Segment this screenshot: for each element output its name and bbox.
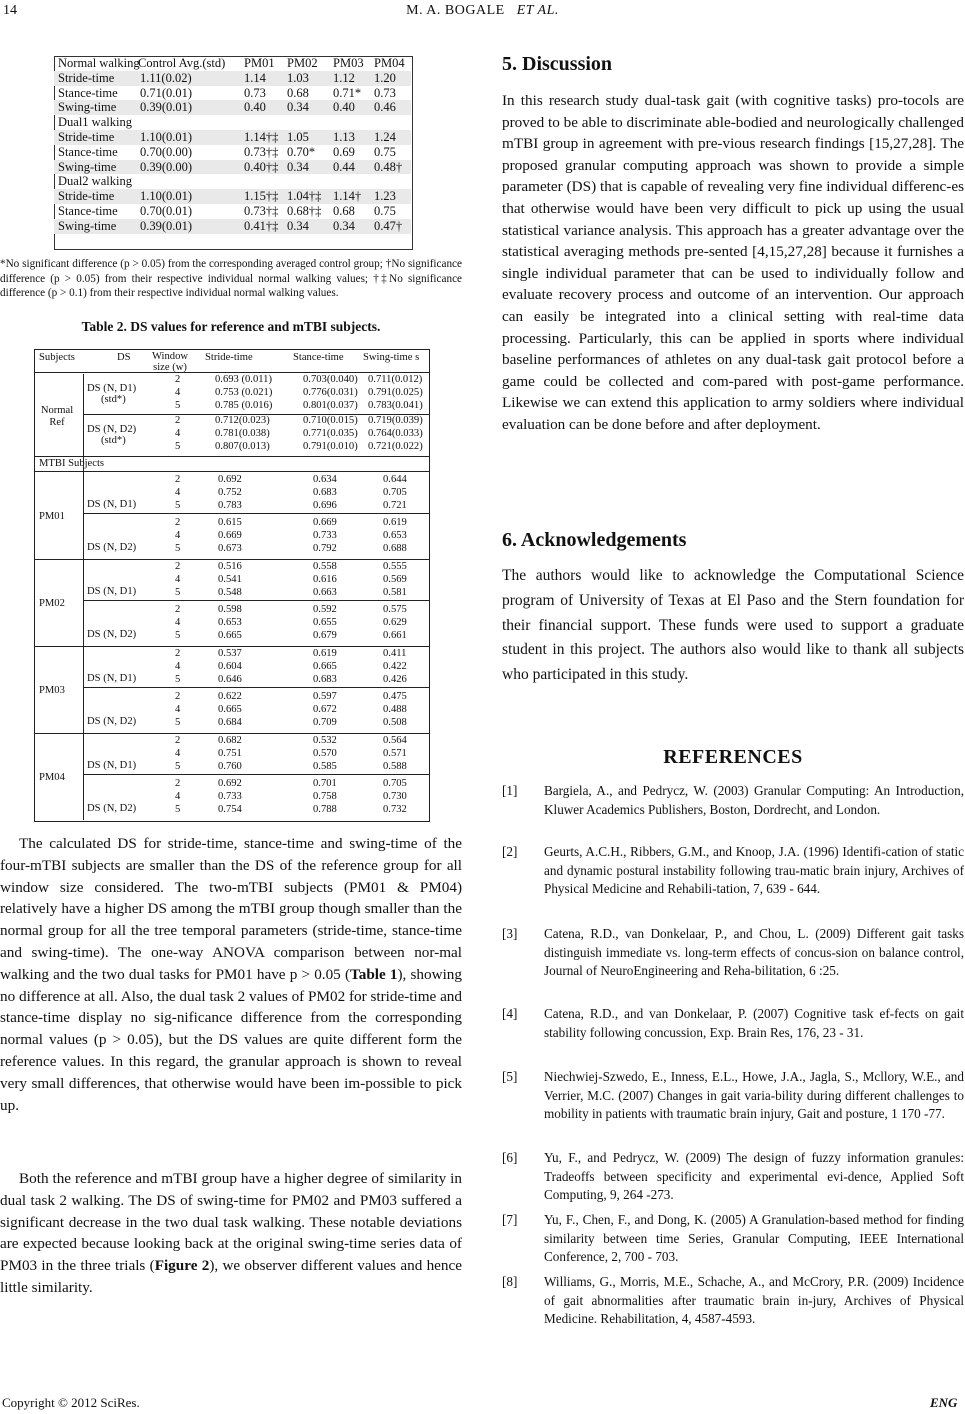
table-cell: 0.422 [383, 661, 407, 672]
window-size: 2 [175, 415, 181, 426]
table-cell: 0.555 [383, 561, 407, 572]
ds-label: DS (N, D1) [87, 760, 137, 771]
table-ref: Table 1 [350, 965, 398, 983]
table-cell: 0.629 [383, 617, 407, 628]
row-label: Swing-time [58, 218, 117, 233]
ds-label: DS (N, D1) [87, 586, 137, 597]
table-cell: 0.475 [383, 691, 407, 702]
ds-label: DS (N, D1) [87, 383, 137, 394]
table-cell: 0.653 [218, 617, 242, 628]
table-cell: 0.807(0.013) [215, 441, 270, 452]
table-cell: 0.575 [383, 604, 407, 615]
table-cell: 0.665 [313, 661, 337, 672]
footer-journal: ENG [930, 1395, 958, 1410]
table-1-section-title [54, 56, 411, 71]
table-cell: 0.488 [383, 704, 407, 715]
window-size: 4 [175, 487, 181, 498]
window-size: 2 [175, 691, 181, 702]
table-cell: 0.508 [383, 717, 407, 728]
subject-name: PM04 [39, 772, 65, 783]
table-rule [35, 471, 429, 472]
ds-label: DS (N, D2) [87, 803, 137, 814]
table-cell: 0.588 [383, 761, 407, 772]
row-label: Stride-time [58, 189, 115, 204]
references-heading: REFERENCES [663, 746, 803, 768]
table-cell: 0.634 [313, 474, 337, 485]
window-size: 2 [175, 648, 181, 659]
table-rule [83, 513, 429, 514]
table-cell: 1.10(0.01) [140, 129, 193, 144]
body-paragraph [0, 833, 462, 1116]
table-cell: 0.661 [383, 630, 407, 641]
table-cell: 0.771(0.035) [303, 428, 358, 439]
reference-number: [6] [502, 1150, 518, 1165]
table-cell: 0.571 [383, 748, 407, 759]
reference-text: Bargiela, A., and Pedrycz, W. (2003) Granular Computing: An Introduction, Kluwer Academics Publishers, Boston, Dordrecht, and London. [544, 783, 964, 817]
mtbi-label: MTBI Subjects [39, 458, 105, 469]
window-size: 5 [175, 587, 181, 598]
table-cell: 0.721(0.022) [368, 441, 423, 452]
table-cell: 0.781(0.038) [215, 428, 270, 439]
window-size: 5 [175, 630, 181, 641]
table-cell: 1.03 [287, 70, 309, 85]
table-cell: 0.41†‡ [244, 218, 279, 233]
column-header: PM04 [374, 56, 405, 70]
window-size: 5 [175, 543, 181, 554]
table-cell: 1.14†‡ [244, 129, 279, 144]
table-cell: 0.47† [374, 218, 403, 233]
reference-number: [4] [502, 1006, 518, 1021]
table-cell: 0.615 [218, 517, 242, 528]
table-row [54, 86, 411, 101]
row-label: Swing-time [58, 159, 117, 174]
table-row [54, 189, 411, 204]
table-cell: 0.44 [333, 159, 355, 174]
table-cell: 0.39(0.00) [140, 159, 193, 174]
reference-text: Geurts, A.C.H., Ribbers, G.M., and Knoop, J.A. (1996) Identifi-cation of static and dynamic postural instability following trau-matic brain injury, Archives of Physical Medicine and Rehabili-tation, 7, 639 - 644. [544, 844, 964, 897]
table-cell: 0.665 [218, 630, 242, 641]
acknowledgements-paragraph: The authors would like to acknowledge the Computational Science program of University of Texas at El Paso and the Stern foundation for their financial support. These funds were used to support a graduate student in this project. The authors also would like to thank all subjects who participated in this study. [502, 567, 964, 684]
window-size: 4 [175, 387, 181, 398]
table-cell: 0.73 [374, 85, 396, 100]
table-row [54, 219, 411, 234]
ds-label: DS (N, D1) [87, 673, 137, 684]
running-authors: M. A. BOGALE [406, 3, 505, 18]
window-size: 2 [175, 374, 181, 385]
row-label: Stride-time [58, 129, 115, 144]
table-cell: 1.13 [333, 129, 355, 144]
table-cell: 0.673 [218, 543, 242, 554]
table-cell: 0.34 [287, 159, 309, 174]
table-2 [34, 349, 430, 822]
table-cell: 1.24 [374, 129, 396, 144]
table-cell: 0.712(0.023) [215, 415, 270, 426]
column-header: PM02 [287, 56, 318, 70]
std-label: (std*) [101, 394, 126, 405]
table-1-grid [54, 56, 411, 234]
window-size: 5 [175, 761, 181, 772]
table-cell: 0.39(0.01) [140, 218, 193, 233]
section-heading-discussion: 5. Discussion [502, 53, 613, 75]
window-size: 4 [175, 661, 181, 672]
table-cell: 0.692 [218, 474, 242, 485]
table-rule [83, 774, 429, 775]
table-cell: 0.75 [374, 203, 396, 218]
table-rule [35, 372, 429, 373]
table-cell: 0.616 [313, 574, 337, 585]
reference-number: [2] [502, 844, 518, 859]
normal-ref-label: Normal Ref [40, 405, 74, 428]
table-cell: 0.39(0.01) [140, 100, 193, 115]
reference-number: [1] [502, 783, 518, 798]
table-rule [35, 559, 429, 560]
table-rule [83, 374, 84, 820]
table-cell: 0.71* [333, 85, 362, 100]
table-rule [35, 733, 429, 734]
table-row [54, 100, 411, 115]
window-size: 4 [175, 574, 181, 585]
table-cell: 0.785 (0.016) [215, 400, 273, 411]
paragraph-text: The calculated DS for stride-time, stance-time and swing-time of the four-mTBI subjects are smaller than the DS of the reference group for all window size considered. The two-mTBI subjects (PM01 & PM04) relatively have a higher DS among the mTBI group though smaller than the normal group for all the tree temporal parameters (stride-time, stance-time and swing-time). The one-way ANOVA comparison between nor-mal walking and the two dual tasks for PM01 have p > 0.05 ( [0, 835, 462, 983]
page-number: 14 [3, 3, 17, 18]
table-row [54, 145, 411, 160]
table-cell: 0.40 [333, 100, 355, 115]
table-cell: 0.703(0.040) [303, 374, 358, 385]
discussion-paragraph: In this research study dual-task gait (with cognitive tasks) pro-tocols are proved to be able to discriminate able-bodied and neurologically challenged mTBI group in agreement with pre-vious research findings [15,27,28]. The proposed granular computing approach was shown to provide a simple parameter (DS) that is capable of revealing very fine individual differenc-es that otherwise would have been very difficult to pick up using the usual statistical variance analysis. This approach has a greater advantage over the statistical averaging methods pre-sented [4,15,27,28] because it furnishes a single individual parameter that can be used to individually follow and evaluate recovery process and outcome of an intervention. Our approach can easily be integrated into a clinical setting with real-time data processing. Particularly, this can be applied in sports where individual baseline performances of athletes on any dual-task gait protocol before a game could be collected and com-pared with post-game performance. Likewise we can extend this application to army soldiers where individual evaluation can be done before and after deployment. [502, 92, 964, 433]
section-title: Dual2 walking [58, 174, 132, 189]
table-cell: 0.683 [313, 674, 337, 685]
window-size: 5 [175, 500, 181, 511]
window-size: 4 [175, 617, 181, 628]
section-title: Normal walking [58, 56, 140, 70]
table-cell: 0.46 [374, 100, 396, 115]
window-size: 5 [175, 441, 181, 452]
table-row [54, 204, 411, 219]
reference-number: [7] [502, 1212, 518, 1227]
table-cell: 0.705 [383, 487, 407, 498]
table-cell: 0.760 [218, 761, 242, 772]
reference-number: [3] [502, 926, 518, 941]
table-cell: 0.663 [313, 587, 337, 598]
table-cell: 0.548 [218, 587, 242, 598]
table-cell: 0.70* [287, 144, 316, 159]
table-cell: 0.655 [313, 617, 337, 628]
row-label: Stance-time [58, 144, 118, 159]
window-size: 5 [175, 717, 181, 728]
table-cell: 0.40 [244, 100, 266, 115]
table-cell: 1.20 [374, 70, 396, 85]
table-cell: 0.71(0.01) [140, 85, 193, 100]
table-cell: 0.644 [383, 474, 407, 485]
column-header: Stride-time [205, 352, 253, 363]
reference-text: Catena, R.D., van Donkelaar, P., and Chou, L. (2009) Different gait tasks distinguish immediate vs. long-term effects of concus-sion on balance control, Journal of NeuroEngineering and Reha-bilitation, 6 :25. [544, 926, 964, 979]
table-cell: 0.705 [383, 778, 407, 789]
table-row [54, 160, 411, 175]
row-label: Swing-time [58, 100, 117, 115]
table-cell: 0.541 [218, 574, 242, 585]
table-cell: 0.564 [383, 735, 407, 746]
table-cell: 0.709 [313, 717, 337, 728]
table-cell: 0.791(0.010) [303, 441, 358, 452]
table-cell: 0.585 [313, 761, 337, 772]
table-cell: 0.672 [313, 704, 337, 715]
table-cell: 0.710(0.015) [303, 415, 358, 426]
ds-label: DS (N, D1) [87, 499, 137, 510]
window-size: 4 [175, 791, 181, 802]
table-1-section-title [54, 115, 411, 130]
table-cell: 1.23 [374, 189, 396, 204]
window-size: 4 [175, 748, 181, 759]
table-2-caption: Table 2. DS values for reference and mTBI subjects. [81, 319, 381, 334]
reference-number: [5] [502, 1069, 518, 1084]
table-cell: 0.733 [218, 791, 242, 802]
reference-text: Yu, F., and Pedrycz, W. (2009) The design of fuzzy information granules: Tradeoffs between specificity and experimental evi-dence, Applied Soft Computing, 9, 264 -273. [544, 1150, 964, 1203]
table-rule [83, 600, 429, 601]
table-cell: 0.701 [313, 778, 337, 789]
table-cell: 0.34 [287, 100, 309, 115]
paragraph-text: ), we observer different values and hence little similarity. [0, 1257, 462, 1296]
table-cell: 0.34 [287, 218, 309, 233]
table-cell: 0.532 [313, 735, 337, 746]
table-cell: 0.732 [383, 804, 407, 815]
column-header: PM01 [244, 56, 275, 70]
table-cell: 0.592 [313, 604, 337, 615]
table-cell: 0.426 [383, 674, 407, 685]
column-header: Swing-time s [363, 352, 420, 363]
table-cell: 0.581 [383, 587, 407, 598]
window-size: 5 [175, 674, 181, 685]
window-size: 5 [175, 804, 181, 815]
figure-ref: Figure 2 [154, 1257, 210, 1275]
table-1-section-title [54, 174, 411, 189]
table-cell: 0.752 [218, 487, 242, 498]
window-size: 2 [175, 474, 181, 485]
table-cell: 1.12 [333, 70, 355, 85]
window-size: 5 [175, 400, 181, 411]
table-cell: 0.40†‡ [244, 159, 279, 174]
column-header: Control Avg.(std) [138, 56, 226, 70]
window-size: 4 [175, 530, 181, 541]
reference-text: Catena, R.D., and van Donkelaar, P. (2007) Cognitive task ef-fects on gait stability following concussion, Exp. Brain Res, 176, 23 - 31. [544, 1006, 964, 1040]
table-cell: 0.411 [383, 648, 407, 659]
table-cell: 0.692 [218, 778, 242, 789]
running-head [0, 0, 965, 30]
row-label: Stance-time [58, 85, 118, 100]
table-cell: 0.684 [218, 717, 242, 728]
paragraph-text: ), showing no difference at all. Also, the dual task 2 values of PM02 for stride-time and stance-time display no sig-nificance difference from the corresponding normal values (p > 0.05), but the DS values are quite different form the reference values. In this regard, the granular approach is shown to reveal very small differences, that otherwise would have been im-possible to pick up. [0, 965, 462, 1114]
footer-copyright: Copyright © 2012 SciRes. [2, 1395, 140, 1410]
table-1-note: *No significant difference (p > 0.05) from the corresponding averaged control group; †No significance difference (p > 0.05) from their respective individual normal walking values; †‡No significance difference (p > 0.1) from their respective individual normal walking values. [0, 258, 462, 300]
table-cell: 0.792 [313, 543, 337, 554]
window-size: 2 [175, 561, 181, 572]
table-cell: 0.73 [244, 85, 266, 100]
column-header: Subjects [39, 352, 75, 363]
table-cell: 0.783 [218, 500, 242, 511]
window-size: 4 [175, 428, 181, 439]
reference-text: Williams, G., Morris, M.E., Schache, A., and McCrory, P.R. (2009) Incidence of gait abnormalities after traumatic brain in-jury, Archives of Physical Medicine. Rehabilitation, 4, 4587-4593. [544, 1274, 964, 1327]
table-cell: 0.558 [313, 561, 337, 572]
subject-name: PM03 [39, 685, 65, 696]
column-header: DS [117, 352, 131, 363]
table-cell: 0.68 [287, 85, 309, 100]
table-cell: 1.10(0.01) [140, 189, 193, 204]
table-cell: 0.754 [218, 804, 242, 815]
table-cell: 0.69 [333, 144, 355, 159]
table-cell: 0.669 [218, 530, 242, 541]
reference-text: Niechwiej-Szwedo, E., Inness, E.L., Howe, J.A., Jagla, S., Mcllory, W.E., and Verrier, M.C. (2007) Changes in gait varia-bility during different challenges to mobility in patients with traumatic brain injury, Gait and posture, 1 170 -77. [544, 1069, 964, 1122]
table-cell: 0.516 [218, 561, 242, 572]
table-cell: 0.619 [313, 648, 337, 659]
table-cell: 0.570 [313, 748, 337, 759]
table-rule [35, 646, 429, 647]
table-cell: 1.14† [333, 189, 362, 204]
table-cell: 0.70(0.01) [140, 203, 193, 218]
table-cell: 0.48† [374, 159, 403, 174]
table-cell: 0.75 [374, 144, 396, 159]
table-cell: 1.04†‡ [287, 189, 322, 204]
table-cell: 0.721 [383, 500, 407, 511]
table-cell: 0.68 [333, 203, 355, 218]
table-row [54, 130, 411, 145]
table-cell: 1.15†‡ [244, 189, 279, 204]
table-cell: 0.788 [313, 804, 337, 815]
table-rule [83, 687, 429, 688]
paragraph-text: Both the reference and mTBI group have a higher degree of similarity in dual task 2 walking. The DS of swing-time for PM02 and PM03 suffered a significant decrease in the two dual task walking. These notable deviations are expected because looking back at the original swing-time series data of PM03 in the three trials ( [0, 1170, 462, 1275]
table-cell: 0.683 [313, 487, 337, 498]
column-header: Window size (w) [151, 351, 189, 373]
section-heading-acknowledgements: 6. Acknowledgements [502, 529, 687, 551]
table-cell: 0.646 [218, 674, 242, 685]
table-cell: 0.569 [383, 574, 407, 585]
subject-name: PM01 [39, 511, 65, 522]
table-cell: 0.68†‡ [287, 203, 322, 218]
table-cell: 0.682 [218, 735, 242, 746]
std-label: (std*) [101, 435, 126, 446]
table-cell: 0.622 [218, 691, 242, 702]
table-cell: 0.758 [313, 791, 337, 802]
table-cell: 0.653 [383, 530, 407, 541]
table-cell: 0.696 [313, 500, 337, 511]
table-cell: 0.70(0.00) [140, 144, 193, 159]
window-size: 2 [175, 735, 181, 746]
ds-label: DS (N, D2) [87, 542, 137, 553]
column-header: Stance-time [293, 352, 344, 363]
table-cell: 0.753 (0.021) [215, 387, 273, 398]
table-cell: 1.11(0.02) [140, 70, 192, 85]
table-row [54, 71, 411, 86]
table-cell: 0.801(0.037) [303, 400, 358, 411]
table-rule [35, 456, 429, 457]
window-size: 2 [175, 517, 181, 528]
table-cell: 0.73†‡ [244, 203, 279, 218]
table-cell: 0.776(0.031) [303, 387, 358, 398]
table-cell: 0.604 [218, 661, 242, 672]
table-cell: 0.733 [313, 530, 337, 541]
reference-number: [8] [502, 1274, 518, 1289]
table-cell: 0.665 [218, 704, 242, 715]
body-paragraph [0, 1168, 462, 1299]
table-cell: 0.73†‡ [244, 144, 279, 159]
running-title [0, 3, 965, 19]
ds-label: DS (N, D2) [87, 629, 137, 640]
window-size: 2 [175, 604, 181, 615]
table-cell: 1.14 [244, 70, 266, 85]
table-cell: 0.34 [333, 218, 355, 233]
table-cell: 0.669 [313, 517, 337, 528]
table-cell: 1.05 [287, 129, 309, 144]
table-cell: 0.791(0.025) [368, 387, 423, 398]
row-label: Stance-time [58, 203, 118, 218]
reference-text: Yu, F., Chen, F., and Dong, K. (2005) A Granulation-based method for finding similarity between time Series, Granular Computing, IEEE International Conference, 2, 700 - 703. [544, 1212, 964, 1265]
table-cell: 0.679 [313, 630, 337, 641]
column-header: PM03 [333, 56, 364, 70]
section-title: Dual1 walking [58, 115, 132, 130]
table-cell: 0.619 [383, 517, 407, 528]
running-et-al: ET AL. [516, 3, 559, 18]
row-label: Stride-time [58, 70, 115, 85]
subject-name: PM02 [39, 598, 65, 609]
ds-label: DS (N, D2) [87, 424, 137, 435]
table-cell: 0.688 [383, 543, 407, 554]
table-cell: 0.751 [218, 748, 242, 759]
window-size: 4 [175, 704, 181, 715]
table-cell: 0.693 (0.011) [215, 374, 272, 385]
table-cell: 0.711(0.012) [368, 374, 423, 385]
ds-label: DS (N, D2) [87, 716, 137, 727]
table-cell: 0.730 [383, 791, 407, 802]
table-cell: 0.764(0.033) [368, 428, 423, 439]
window-size: 2 [175, 778, 181, 789]
table-cell: 0.598 [218, 604, 242, 615]
table-cell: 0.783(0.041) [368, 400, 423, 411]
table-cell: 0.719(0.039) [368, 415, 423, 426]
table-cell: 0.597 [313, 691, 337, 702]
table-cell: 0.537 [218, 648, 242, 659]
